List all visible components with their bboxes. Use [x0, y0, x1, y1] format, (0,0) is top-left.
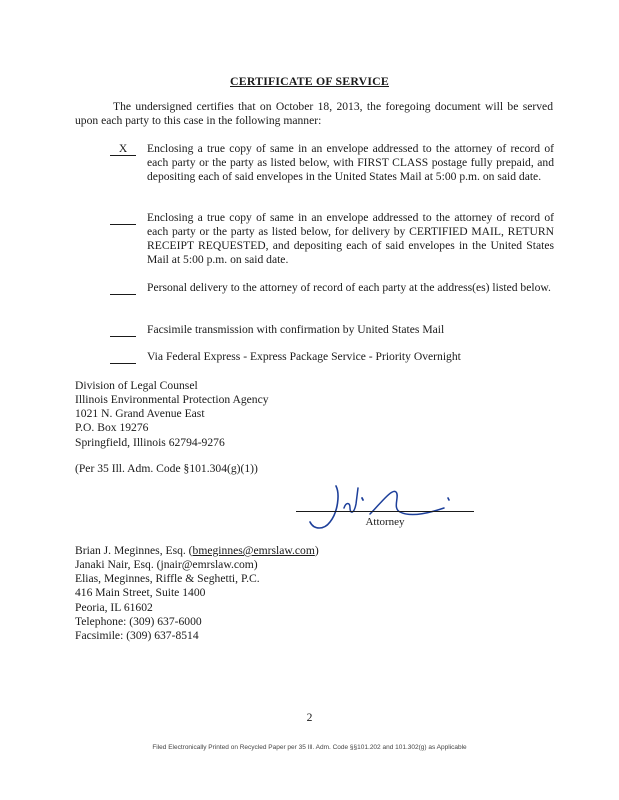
- option-text: Via Federal Express - Express Package Service - Priority Overnight: [147, 350, 461, 363]
- intro-paragraph: [75, 100, 553, 128]
- email-link[interactable]: bmeginnes@emrslaw.com: [192, 544, 315, 557]
- recipient-address: [75, 379, 375, 450]
- option-text: Enclosing a true copy of same in an envelope addressed to the attorney of record of each party or the party as listed below, for delivery by CERTIFIED MAIL, RETURN RECEIPT REQUESTED, and depositing each of said envelopes in the United States Mail at 5:00 p.m. on said date.: [147, 211, 554, 267]
- page-footer: Filed Electronically Printed on Recycled Paper per 35 Ill. Adm. Code §§101.202 and 101.302(g) as Applicable: [152, 744, 467, 751]
- service-option-first-class: [110, 142, 554, 184]
- option-text: Facsimile transmission with confirmation by United States Mail: [147, 323, 445, 336]
- counsel-line: 416 Main Street, Suite 1400: [75, 586, 206, 600]
- signature-label: Attorney: [365, 516, 405, 528]
- option-mark: [110, 211, 136, 225]
- service-option-personal-delivery: [110, 281, 554, 295]
- service-option-federal-express: [110, 350, 554, 364]
- option-mark: X: [110, 142, 136, 156]
- intro-text: The undersigned certifies that on October 18, 2013, the foregoing document will be served upon each party to this case in the following manner:: [75, 100, 553, 128]
- option-mark: [110, 323, 136, 337]
- option-text: Personal delivery to the attorney of record of each party at the address(es) listed below.: [147, 281, 551, 294]
- counsel-line: Janaki Nair, Esq. (jnair@emrslaw.com): [75, 558, 258, 572]
- service-option-facsimile: [110, 323, 554, 337]
- counsel-line: Brian J. Meginnes, Esq. (bmeginnes@emrslaw.com): [75, 544, 319, 557]
- address-line: Springfield, Illinois 62794-9276: [75, 435, 225, 449]
- address-line: 1021 N. Grand Avenue East: [75, 407, 205, 421]
- page-number: 2: [306, 711, 313, 724]
- option-mark: [110, 350, 136, 364]
- address-line: Illinois Environmental Protection Agency: [75, 393, 269, 407]
- address-line: P.O. Box 19276: [75, 421, 149, 435]
- counsel-info: [75, 544, 375, 643]
- counsel-line: Peoria, IL 61602: [75, 600, 153, 614]
- option-text: Enclosing a true copy of same in an envelope addressed to the attorney of record of each party or the party as listed below, with FIRST CLASS postage fully prepaid, and depositing each of said envelopes in the United States Mail at 5:00 p.m. on said date.: [147, 142, 554, 184]
- counsel-line: Facsimile: (309) 637-8514: [75, 628, 199, 642]
- service-option-certified-mail: [110, 211, 554, 268]
- document-title: CERTIFICATE OF SERVICE: [230, 74, 389, 88]
- rule-citation: (Per 35 Ill. Adm. Code §101.304(g)(1)): [75, 462, 258, 475]
- address-line: Division of Legal Counsel: [75, 379, 198, 392]
- counsel-line: Elias, Meginnes, Riffle & Seghetti, P.C.: [75, 572, 260, 586]
- signature-line: [296, 511, 474, 512]
- option-mark: [110, 281, 136, 295]
- counsel-line: Telephone: (309) 637-6000: [75, 614, 202, 628]
